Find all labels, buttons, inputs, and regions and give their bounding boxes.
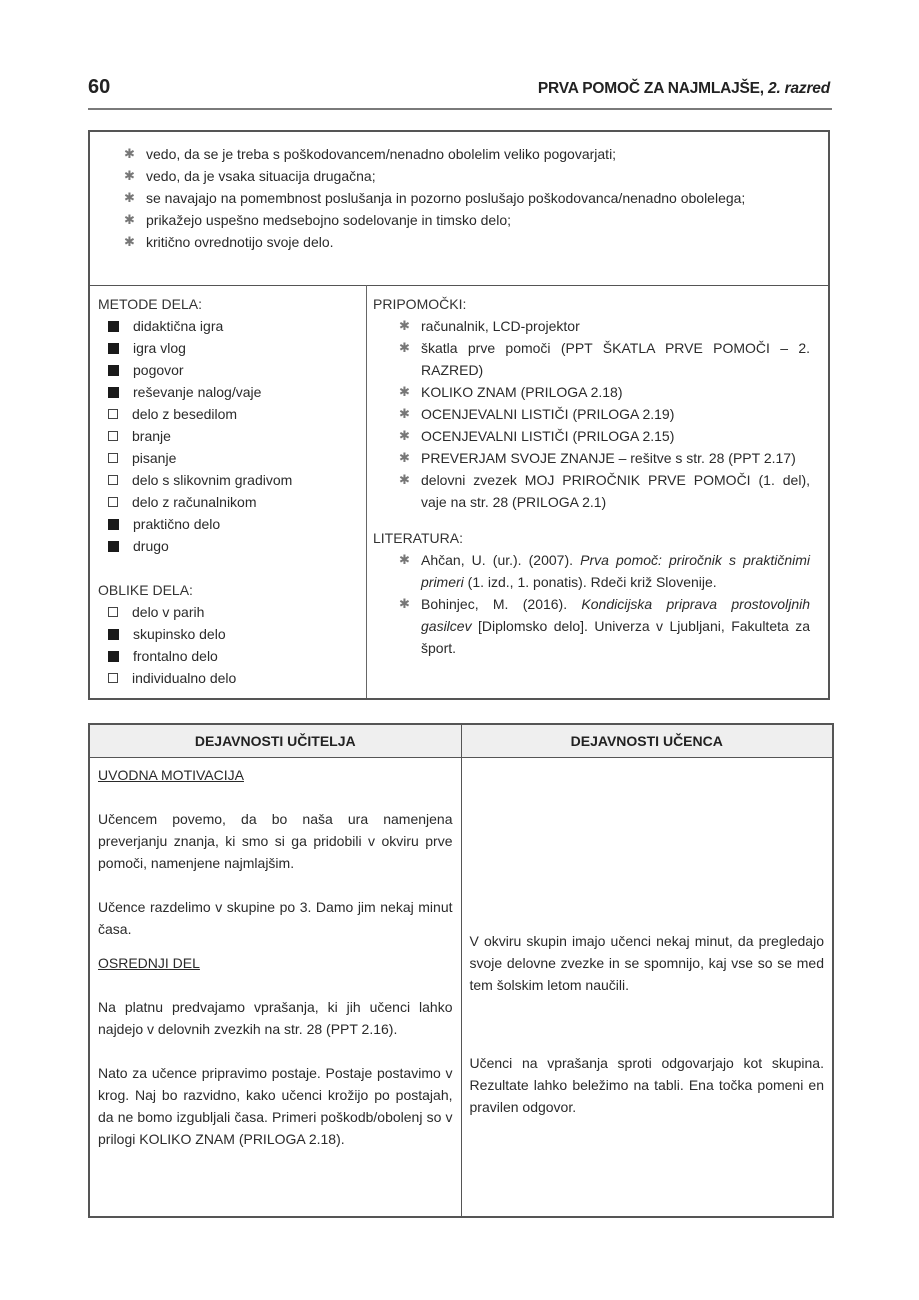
check-item-label: didaktična igra — [133, 318, 224, 334]
goal-item: ✱ vedo, da je vsaka situacija drugačna; — [120, 165, 806, 187]
teacher-questions-text: Na platnu predvajamo vprašanja, ki jih učenci lahko najdejo v delovnih zvezkih na str. 28 (PPT 2.16). — [98, 999, 453, 1037]
methods-list — [90, 315, 366, 557]
asterisk-bullet-icon: ✱ — [124, 190, 135, 205]
asterisk-bullet-icon: ✱ — [399, 384, 410, 399]
checked-box-icon — [108, 541, 119, 552]
checked-box-icon — [108, 321, 119, 332]
check-item-label: branje — [132, 428, 171, 444]
activities-table — [88, 723, 834, 1218]
unchecked-box-icon — [108, 497, 118, 507]
check-item-label: skupinsko delo — [133, 626, 226, 642]
check-item — [108, 469, 366, 491]
check-item — [108, 425, 366, 447]
forms-list — [90, 601, 366, 689]
asterisk-bullet-icon: ✱ — [399, 340, 410, 355]
check-item-label: frontalno delo — [133, 648, 218, 664]
goal-item: ✱ vedo, da se je treba s poškodovancem/nenadno obolelim veliko pogovarjati; — [120, 143, 806, 165]
asterisk-bullet-icon: ✱ — [124, 146, 135, 161]
aids-group — [367, 285, 828, 513]
forms-group — [90, 557, 366, 689]
main-part-heading: OSREDNJI DEL — [98, 955, 200, 971]
aid-item — [397, 337, 810, 381]
aid-item — [397, 403, 810, 425]
check-item — [108, 359, 366, 381]
methods-title: METODE DELA: — [98, 296, 202, 312]
check-item — [108, 315, 366, 337]
goal-item: ✱ kritično ovrednotijo svoje delo. — [120, 231, 806, 253]
checked-box-icon — [108, 629, 119, 640]
running-title-grade: 2. razred — [768, 80, 830, 97]
methods-group — [90, 285, 366, 557]
student-groups-text: V okviru skupin imajo učenci nekaj minut, da pregledajo svoje delovne zvezke in se spomnijo, kaj vse so se med tem šolskim letom naučili. — [469, 933, 824, 993]
aid-item-text: KOLIKO ZNAM (PRILOGA 2.18) — [421, 384, 623, 400]
asterisk-bullet-icon: ✱ — [399, 318, 410, 333]
resources-column — [367, 285, 828, 698]
running-title-main: PRVA POMOČ ZA NAJMLAJŠE, — [537, 80, 764, 97]
goals-section — [90, 132, 828, 286]
aid-item — [397, 425, 810, 447]
reference-text: Bohinjec, M. (2016). — [421, 596, 582, 612]
check-item-label: pogovor — [133, 362, 184, 378]
reference-title: Prva pomoč: priročnik s praktičnimi primeri — [421, 552, 810, 590]
asterisk-bullet-icon: ✱ — [399, 450, 410, 465]
aid-item — [397, 315, 810, 337]
aids-title: PRIPOMOČKI: — [373, 296, 467, 312]
check-item-label: delo v parih — [132, 604, 205, 620]
aid-item-text: OCENJEVALNI LISTIČI (PRILOGA 2.15) — [421, 428, 675, 444]
literature-group — [367, 513, 828, 659]
goals-list — [90, 132, 828, 253]
teacher-activities-cell — [89, 758, 461, 1218]
check-item-label: drugo — [133, 538, 169, 554]
aid-item-text: PREVERJAM SVOJE ZNANJE – rešitve s str. 28 (PPT 2.17) — [421, 450, 796, 466]
check-item-label: individualno delo — [132, 670, 237, 686]
reference-text: Ahčan, U. (ur.). (2007). — [421, 552, 581, 568]
aid-item-text: računalnik, LCD-projektor — [421, 318, 580, 334]
unchecked-box-icon — [108, 673, 118, 683]
check-item — [108, 381, 366, 403]
check-item-label: delo z računalnikom — [132, 494, 257, 510]
check-item — [108, 513, 366, 535]
check-item — [108, 645, 366, 667]
aids-list — [367, 315, 828, 513]
methods-column — [90, 285, 367, 698]
forms-title: OBLIKE DELA: — [98, 582, 193, 598]
goal-item: ✱ prikažejo uspešno medsebojno sodelovanje in timsko delo; — [120, 209, 806, 231]
reference-title: Kondicijska priprava prostovoljnih gasilcev — [421, 596, 810, 634]
asterisk-bullet-icon: ✱ — [399, 552, 410, 567]
student-answers-text: Učenci na vprašanja sproti odgovarjajo kot skupina. Rezultate lahko beležimo na tabli. Ena točka pomeni en pravilen odgovor. — [469, 1055, 824, 1115]
check-item-label: igra vlog — [133, 340, 186, 356]
student-activities-cell — [461, 758, 833, 1218]
aid-item — [397, 381, 810, 403]
check-item — [108, 623, 366, 645]
lesson-info-box — [88, 130, 830, 700]
reference-text: [Diplomsko delo]. Univerza v Ljubljani, Fakulteta za šport. — [421, 618, 810, 656]
check-item — [108, 667, 366, 689]
check-item-label: reševanje nalog/vaje — [133, 384, 262, 400]
checked-box-icon — [108, 343, 119, 354]
aid-item-text: OCENJEVALNI LISTIČI (PRILOGA 2.19) — [421, 406, 675, 422]
reference-item — [397, 593, 810, 659]
check-item — [108, 601, 366, 623]
teacher-groups-text: Učence razdelimo v skupine po 3. Damo jim nekaj minut časa. — [98, 899, 453, 937]
student-activities-header: DEJAVNOSTI UČENCA — [461, 724, 833, 758]
unchecked-box-icon — [108, 607, 118, 617]
checked-box-icon — [108, 365, 119, 376]
unchecked-box-icon — [108, 409, 118, 419]
unchecked-box-icon — [108, 431, 118, 441]
check-item-label: pisanje — [132, 450, 177, 466]
literature-list — [367, 549, 828, 659]
check-item-label: praktično delo — [133, 516, 221, 532]
literature-title: LITERATURA: — [373, 530, 463, 546]
check-item — [108, 403, 366, 425]
asterisk-bullet-icon: ✱ — [124, 168, 135, 183]
unchecked-box-icon — [108, 475, 118, 485]
asterisk-bullet-icon: ✱ — [124, 234, 135, 249]
aid-item-text: škatla prve pomoči (PPT ŠKATLA PRVE POMOČI – 2. RAZRED) — [421, 340, 810, 378]
teacher-intro-text: Učencem povemo, da bo naša ura namenjena preverjanju znanja, ki smo si ga pridobili v okviru prve pomoči, namenjene najmlajšim. — [98, 811, 453, 871]
check-item — [108, 337, 366, 359]
teacher-activities-header: DEJAVNOSTI UČITELJA — [89, 724, 461, 758]
asterisk-bullet-icon: ✱ — [399, 596, 410, 611]
check-item-label: delo z besedilom — [132, 406, 238, 422]
checked-box-icon — [108, 651, 119, 662]
unchecked-box-icon — [108, 453, 118, 463]
asterisk-bullet-icon: ✱ — [124, 212, 135, 227]
page-header — [88, 76, 832, 110]
check-item — [108, 535, 366, 557]
asterisk-bullet-icon: ✱ — [399, 428, 410, 443]
aid-item-text: delovni zvezek MOJ PRIROČNIK PRVE POMOČI (1. del), vaje na str. 28 (PRILOGA 2.1) — [421, 472, 810, 510]
activities-row — [89, 758, 833, 1218]
goal-item: ✱ se navajajo na pomembnost poslušanja in pozorno poslušajo poškodovanca/nenadno obolelega; — [120, 187, 806, 209]
checked-box-icon — [108, 387, 119, 398]
reference-item — [397, 549, 810, 593]
activities-header-row — [89, 724, 833, 758]
teacher-stations-text: Nato za učence pripravimo postaje. Postaje postavimo v krog. Naj bo razvidno, kako učenci krožijo po postajah, da ne bomo izgubljali časa. Primeri poškodb/obolenj so v prilogi KOLIKO ZNAM (PRILOGA 2.18). — [98, 1065, 453, 1147]
asterisk-bullet-icon: ✱ — [399, 406, 410, 421]
page-number: 60 — [88, 76, 111, 98]
check-item — [108, 447, 366, 469]
checked-box-icon — [108, 519, 119, 530]
asterisk-bullet-icon: ✱ — [399, 472, 410, 487]
check-item-label: delo s slikovnim gradivom — [132, 472, 293, 488]
intro-heading: UVODNA MOTIVACIJA — [98, 767, 244, 783]
running-title — [538, 80, 830, 98]
aid-item — [397, 447, 810, 469]
reference-text: (1. izd., 1. ponatis). Rdeči križ Slovenije. — [463, 574, 717, 590]
check-item — [108, 491, 366, 513]
aid-item — [397, 469, 810, 513]
